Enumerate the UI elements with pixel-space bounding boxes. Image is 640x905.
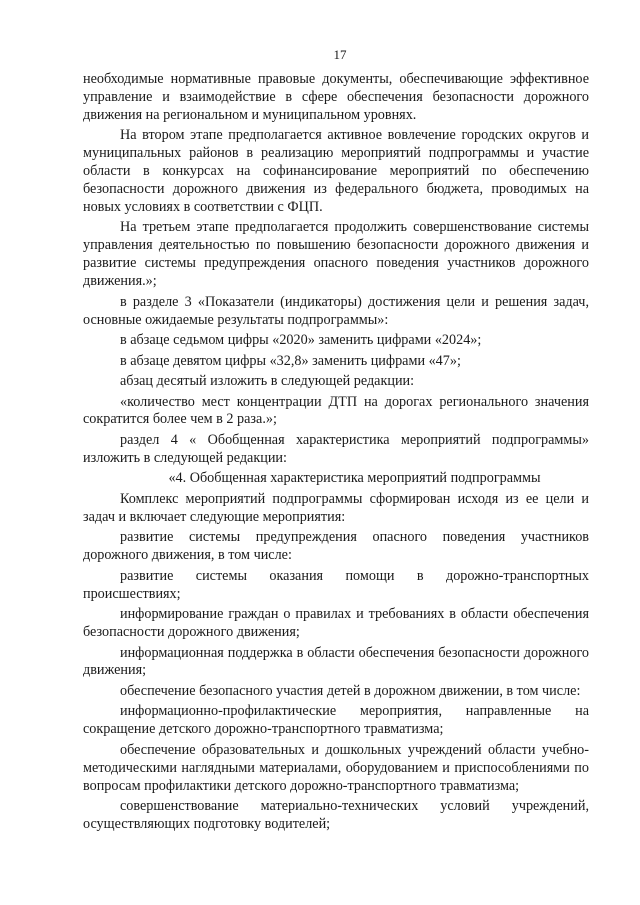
list-item-prevention-events: информационно-профилактические мероприятия, направленные на сокращение детского дорожно-транспортного травматизма; xyxy=(83,703,589,738)
list-item-driver-training: совершенствование материально-технических условий учреждений, осуществляющих подготовку водителей; xyxy=(83,798,589,833)
list-item-info-support: информационная поддержка в области обеспечения безопасности дорожного движения; xyxy=(83,644,589,679)
paragraph-section-4: раздел 4 « Обобщенная характеристика мероприятий подпрограммы» изложить в следующей редакции: xyxy=(83,431,589,466)
list-item-children-safety: обеспечение безопасного участия детей в дорожном движении, в том числе: xyxy=(120,682,581,699)
list-item-school-equipment: обеспечение образовательных и дошкольных учреждений области учебно-методическими наглядными материалами, оборудованием и приспособлениями по вопросам профилактики детского дорожно-транспортного травматизма; xyxy=(83,741,589,794)
paragraph-third-stage: На третьем этапе предполагается продолжить совершенствование системы управления деятельностью по повышению безопасности дорожного движения и развитие системы предупреждения опасного поведения участников дорожного движения.»; xyxy=(83,219,589,290)
paragraph-tenth-abzac: абзац десятый изложить в следующей редакции: xyxy=(120,373,415,390)
paragraph-continuation: необходимые нормативные правовые документы, обеспечивающие эффективное управление и взаимодействие в сфере обеспечения безопасности дорожного движения на региональном и муниципальном уровнях. xyxy=(83,71,589,123)
paragraph-ninth-abzac: в абзаце девятом цифры «32,8» заменить цифрами «47»; xyxy=(120,352,461,369)
paragraph-section-3: в разделе 3 «Показатели (индикаторы) достижения цели и решения задач, основные ожидаемые результаты подпрограммы»: xyxy=(83,293,589,328)
list-item-assistance: развитие системы оказания помощи в дорожно-транспортных происшествиях; xyxy=(83,567,589,602)
page-number: 17 xyxy=(333,47,347,62)
paragraph-second-stage: На втором этапе предполагается активное вовлечение городских округов и муниципальных районов в реализацию мероприятий подпрограммы и участие области в конкурсах на софинансирование мероприятий по обеспечению безопасности дорожного движения из федерального бюджета, проводимых на новых условиях в соответствии с ФЦП. xyxy=(83,127,589,215)
paragraph-complex: Комплекс мероприятий подпрограммы сформирован исходя из ее цели и задач и включает следующие мероприятия: xyxy=(83,490,589,525)
section-heading: «4. Обобщенная характеристика мероприятий подпрограммы xyxy=(168,470,541,487)
document-body xyxy=(83,71,589,837)
paragraph-quote-dtp: «количество мест концентрации ДТП на дорогах регионального значения сократится более чем в 2 раза.»; xyxy=(83,393,589,428)
list-item-informing: информирование граждан о правилах и требованиях в области обеспечения безопасности дорожного движения; xyxy=(83,606,589,640)
list-item-prevention: развитие системы предупреждения опасного поведения участников дорожного движения, в том числе: xyxy=(83,529,589,564)
paragraph-seventh-abzac: в абзаце седьмом цифры «2020» заменить цифрами «2024»; xyxy=(120,332,482,349)
